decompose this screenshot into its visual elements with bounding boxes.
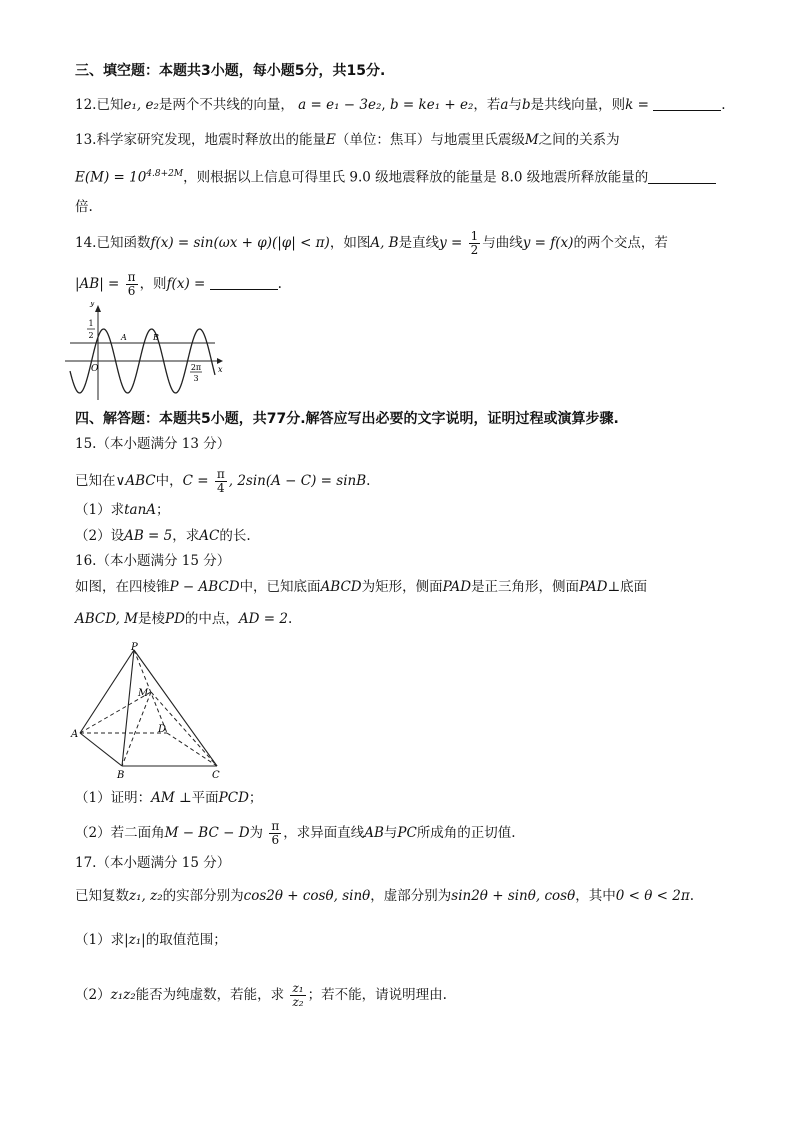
vertex-d-label: D — [158, 724, 167, 735]
edge-ab — [80, 733, 122, 766]
x-axis-label: x — [218, 365, 223, 374]
section-4-heading: 四、解答题：本题共5小题，共77分.解答应写出必要的文字说明，证明过程或演算步骤. — [75, 411, 619, 427]
question-16-stem-2: ABCD, M是棱PD的中点，AD = 2. — [75, 611, 293, 627]
question-17-part-1: （1）求|z₁|的取值范围； — [75, 932, 227, 948]
question-17-title: 17.（本小题满分 15 分） — [75, 855, 231, 871]
question-13-line-2: $E(M) = 10^{4.8+2M}$，则根据以上信息可得里氏 9.0 级地震释放的能量是 8.0 级地震所释放能量的 — [75, 165, 716, 187]
edge-pc — [134, 650, 217, 766]
point-m-label: M — [138, 688, 149, 699]
question-16-title: 16.（本小题满分 15 分） — [75, 553, 231, 569]
question-13-line-1: 13.科学家研究发现，地震时释放出的能量E（单位：焦耳）与地震里氏震级M之间的关系为 — [75, 132, 620, 148]
question-17-part-2: （2）z₁z₂能否为纯虚数，若能，求 $\frac{\text{z₁}}{\text{z₂}}$ ；若不能，请说明理由. — [75, 981, 447, 1009]
point-a-label: A — [121, 333, 127, 342]
pyramid-figure — [65, 640, 235, 785]
y-axis-label: y — [90, 302, 95, 307]
question-16-part-1: （1）证明：AM ⊥平面PCD； — [75, 790, 263, 806]
half-numerator: 1 — [88, 319, 94, 328]
y-axis-arrow — [95, 305, 101, 312]
vertex-a-label: A — [71, 729, 79, 740]
section-3-heading: 三、填空题：本题共3小题，每小题5分，共15分. — [75, 63, 386, 79]
fraction-z1-z2: $\frac{\text{z₁}}{\text{z₂}}$ — [292, 981, 304, 1009]
tick-denominator: 3 — [193, 374, 199, 383]
answer-blank-12 — [653, 96, 721, 111]
answer-blank-13 — [648, 169, 716, 184]
edge-pa — [80, 650, 134, 733]
question-12: 12.已知e₁, e₂是两个不共线的向量， a = e₁ − 3e₂, b = ke₁ + e₂，若a与b是共线向量，则k = . — [75, 97, 726, 113]
fraction-pi-4: $\frac{\pi}{4}$ — [216, 467, 225, 495]
question-14-line-1: 14.已知函数f(x) = sin(ωx + φ)(|φ| < π)，如图A, B是直线y = $\frac{1}{2}$ 与曲线y = f(x)的两个交点，若 — [75, 229, 668, 257]
fraction-pi-6: $\frac{\pi}{6}$ — [127, 270, 136, 298]
question-15-title: 15.（本小题满分 13 分） — [75, 436, 231, 452]
question-15-part-1: （1）求tanA； — [75, 502, 170, 518]
half-denominator: 2 — [88, 331, 94, 340]
x-axis-arrow — [217, 358, 223, 364]
vertex-c-label: C — [212, 770, 220, 781]
origin-label: O — [91, 364, 99, 374]
question-17-stem: 已知复数z₁, z₂的实部分别为cos2θ + cosθ, sinθ，虚部分别为sin2θ + sinθ, cosθ，其中0 < θ < 2π. — [75, 888, 694, 904]
point-b-label: B — [153, 333, 159, 342]
question-15-part-2: （2）设AB = 5，求AC的长. — [75, 528, 251, 544]
fraction-pi-6-dihedral: $\frac{\pi}{6}$ — [271, 819, 280, 847]
vertex-p-label: P — [131, 642, 138, 653]
question-13-line-3: 倍. — [75, 199, 93, 215]
answer-blank-14 — [210, 275, 278, 290]
question-16-part-2: （2）若二面角M − BC − D为 $\frac{\pi}{6}$ ，求异面直线AB与PC所成角的正切值. — [75, 819, 516, 847]
edge-dc — [167, 733, 217, 766]
fraction-half: $\frac{1}{2}$ — [470, 229, 479, 257]
question-15-stem: 已知在∨ABC中，C = $\frac{\pi}{4}$ , 2sin(A − C) = sinB. — [75, 467, 371, 495]
question-16-stem-1: 如图，在四棱锥P − ABCD中，已知底面ABCD为矩形，侧面PAD是正三角形，侧面PAD⊥底面 — [75, 579, 648, 595]
sine-graph — [65, 302, 225, 402]
tick-numerator: 2π — [190, 363, 202, 372]
question-14-line-2: |AB| = $\frac{\pi}{6}$ ，则f(x) = . — [75, 270, 282, 298]
vertex-b-label: B — [117, 770, 125, 781]
